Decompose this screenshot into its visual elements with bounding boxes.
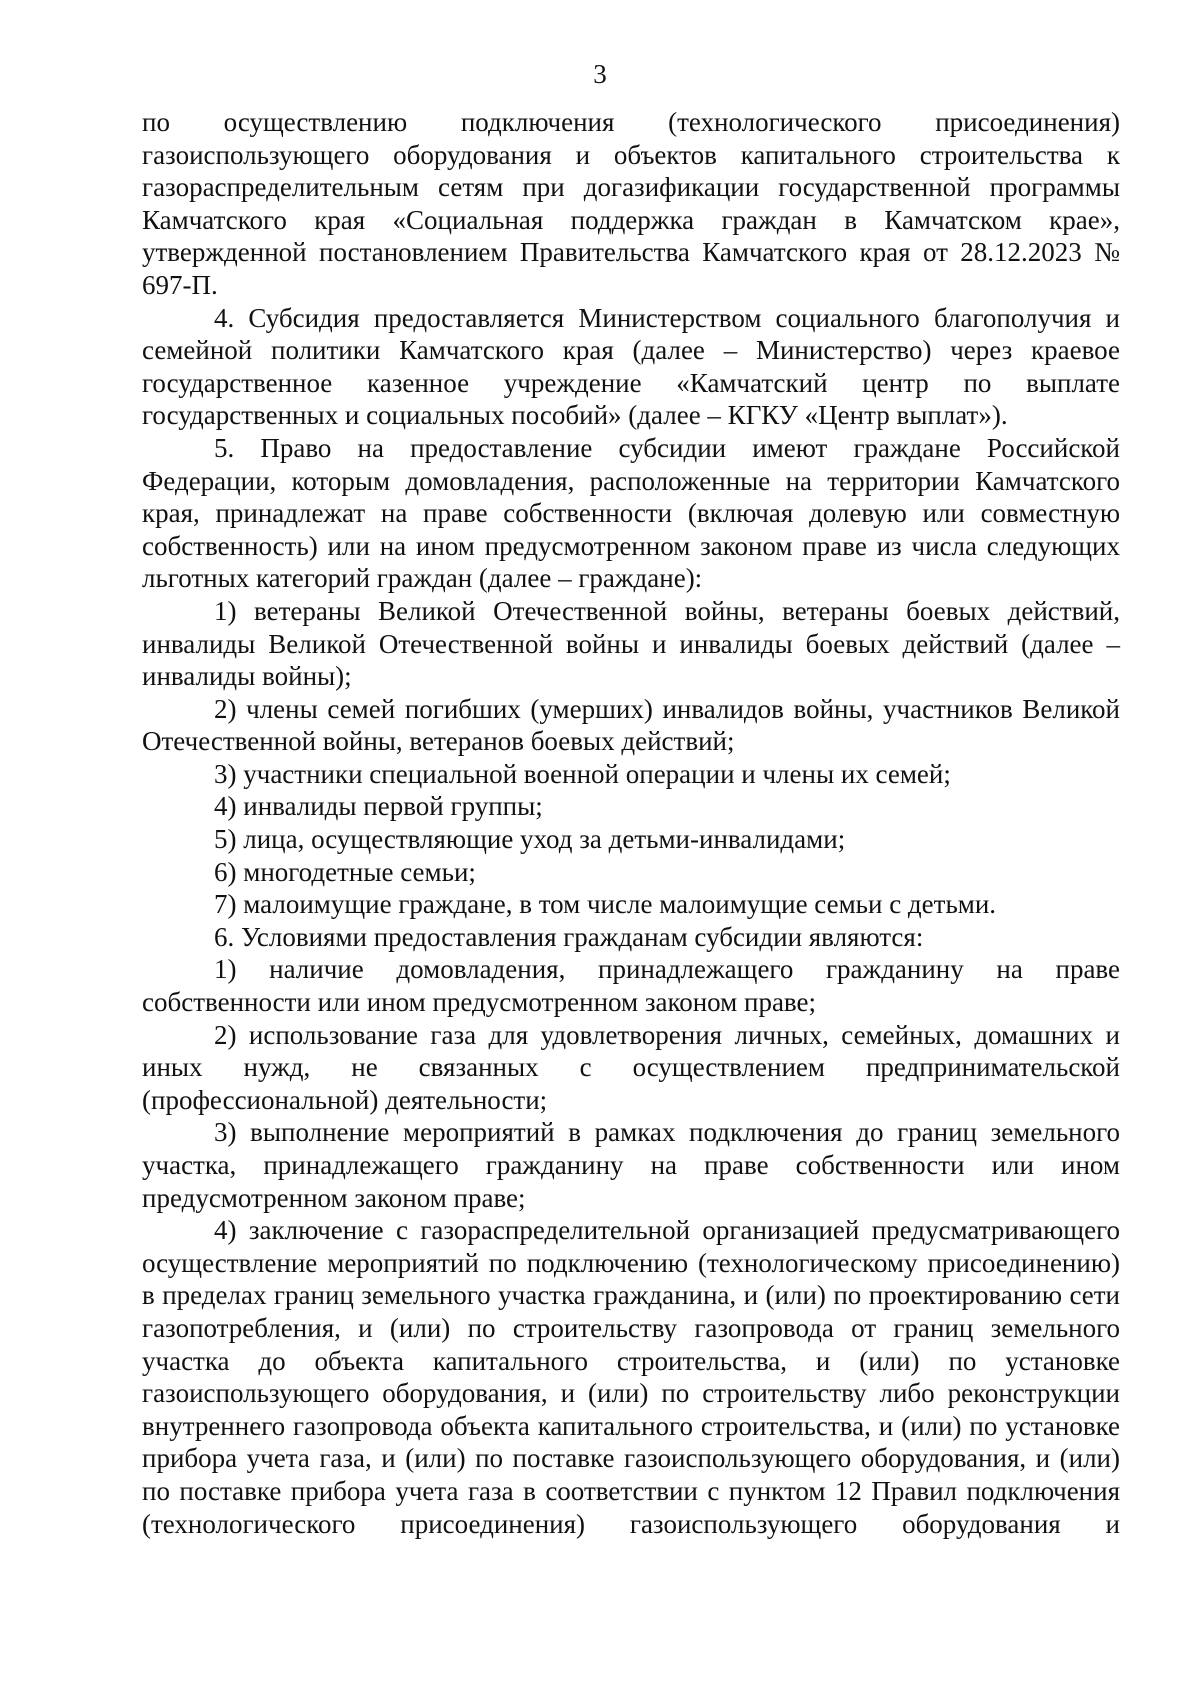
list-item-svo-participants: 3) участники специальной военной операции и члены их семей; <box>214 758 951 789</box>
condition-item-1: 1) наличие домовладения, принадлежащего гражданину на праве собственности или ином предусмотренном законом праве; <box>142 954 1120 1018</box>
condition-item-3: 3) выполнение мероприятий в рамках подключения до границ земельного участка, принадлежащего гражданину на праве собственности или ином предусмотренном законом праве; <box>142 1117 1120 1213</box>
document-body <box>142 106 1120 1540</box>
paragraph-clause-5: 5. Право на предоставление субсидии имеют граждане Российской Федерации, которым домовладения, расположенные на территории Камчатского края, принадлежат на праве собственности (включая долевую или совместную собственность) или на ином предусмотренном законом праве из числа следующих льготных категорий граждан (далее – граждане): <box>142 432 1120 594</box>
list-item-war-veterans: 1) ветераны Великой Отечественной войны, ветераны боевых действий, инвалиды Великой Отечественной войны и инвалиды боевых действий (далее – инвалиды войны); <box>142 595 1120 692</box>
list-item-disabled-group-1: 4) инвалиды первой группы; <box>214 791 543 822</box>
list-item-family-members: 2) члены семей погибших (умерших) инвалидов войны, участников Великой Отечественной войны, ветеранов боевых действий; <box>142 693 1120 757</box>
list-item-caregivers: 5) лица, осуществляющие уход за детьми-инвалидами; <box>214 824 846 855</box>
condition-item-4: 4) заключение с газораспределительной организацией предусматривающего осуществление мероприятий по подключению (технологическому присоединению) в пределах границ земельного участка гражданина, и (или) по проектированию сети газопотребления, и (или) по строительству газопровода от границ земельного участка до объекта капитального строительства, и (или) по установке газоиспользующего оборудования, и (или) по строительству либо реконструкции внутреннего газопровода объекта капитального строительства, и (или) по установке прибора учета газа, и (или) по поставке газоиспользующего оборудования, и (или) по поставке прибора учета газа в соответствии с пунктом 12 Правил подключения (технологического присоединения) газоиспользующего оборудования и <box>142 1215 1120 1539</box>
paragraph-program-reference: по осуществлению подключения (технологического присоединения) газоиспользующего оборудования и объектов капитального строительства к газораспределительным сетям при догазификации государственной программы Камчатского края «Социальная поддержка граждан в Камчатском крае», утвержденной постановлением Правительства Камчатского края от 28.12.2023 № 697-П. <box>142 107 1120 300</box>
paragraph-clause-6: 6. Условиями предоставления гражданам субсидии являются: <box>214 921 924 952</box>
page-number: 3 <box>593 59 607 89</box>
list-item-low-income: 7) малоимущие граждане, в том числе малоимущие семьи с детьми. <box>214 889 997 920</box>
condition-item-2: 2) использование газа для удовлетворения личных, семейных, домашних и иных нужд, не связанных с осуществлением предпринимательской (профессиональной) деятельности; <box>142 1019 1120 1115</box>
list-item-large-families: 6) многодетные семьи; <box>214 856 476 887</box>
paragraph-clause-4: 4. Субсидия предоставляется Министерством социального благополучия и семейной политики Камчатского края (далее – Министерство) через краевое государственное казенное учреждение «Камчатский центр по выплате государственных и социальных пособий» (далее – КГКУ «Центр выплат»). <box>142 302 1120 431</box>
